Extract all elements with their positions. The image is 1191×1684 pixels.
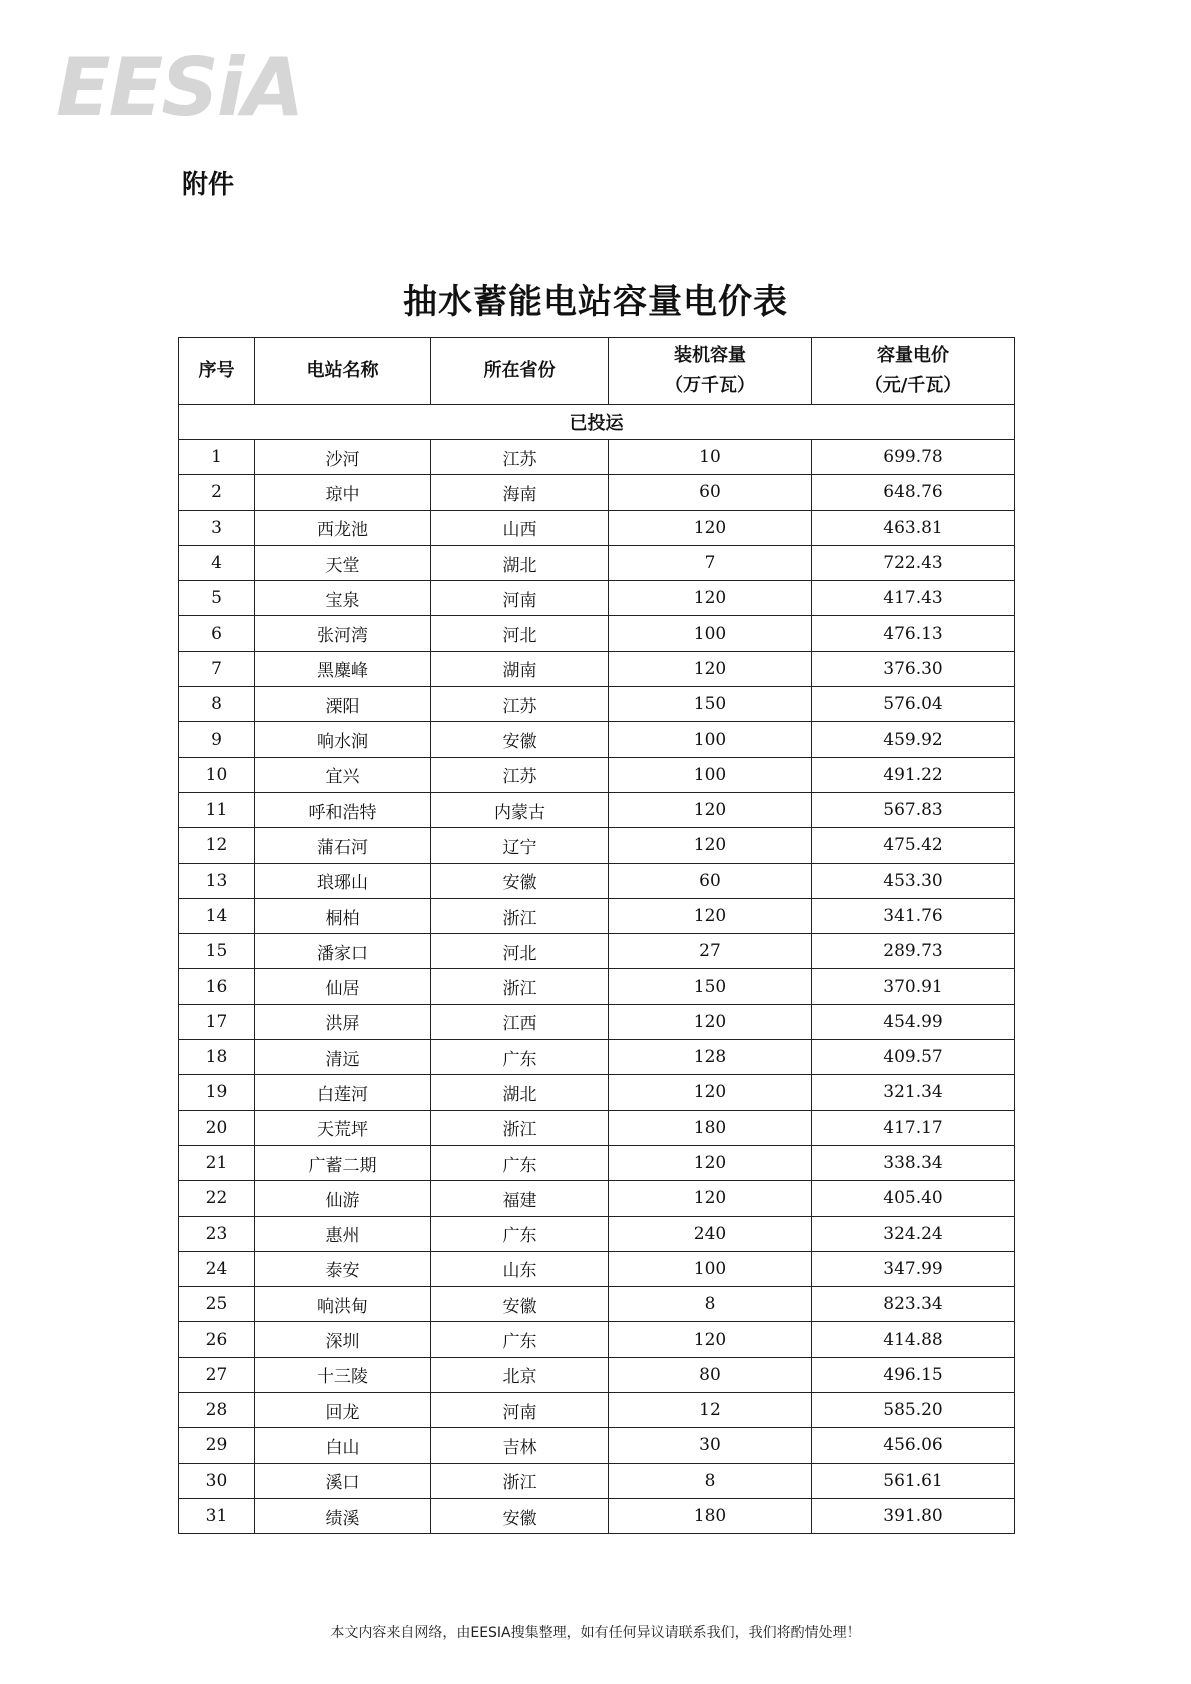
cell-price: 417.17 xyxy=(812,1110,1015,1145)
cell-price: 722.43 xyxy=(812,545,1015,580)
cell-station-name: 沙河 xyxy=(255,440,431,475)
cell-capacity: 120 xyxy=(609,1322,812,1357)
cell-seq: 7 xyxy=(179,651,255,686)
cell-station-name: 西龙池 xyxy=(255,510,431,545)
cell-seq: 30 xyxy=(179,1463,255,1498)
cell-station-name: 白莲河 xyxy=(255,1075,431,1110)
eesia-logo: EESiA xyxy=(56,41,303,134)
cell-price: 324.24 xyxy=(812,1216,1015,1251)
header-capacity-line2: （万千瓦） xyxy=(665,375,755,396)
cell-station-name: 溧阳 xyxy=(255,687,431,722)
table-row xyxy=(179,1110,1015,1145)
cell-seq: 15 xyxy=(179,934,255,969)
cell-capacity: 120 xyxy=(609,581,812,616)
cell-price: 453.30 xyxy=(812,863,1015,898)
cell-seq: 24 xyxy=(179,1251,255,1286)
table-row xyxy=(179,1322,1015,1357)
table-row xyxy=(179,1004,1015,1039)
cell-price: 561.61 xyxy=(812,1463,1015,1498)
cell-province: 北京 xyxy=(431,1357,609,1392)
cell-price: 491.22 xyxy=(812,757,1015,792)
cell-province: 山西 xyxy=(431,510,609,545)
cell-province: 广东 xyxy=(431,1322,609,1357)
cell-price: 648.76 xyxy=(812,475,1015,510)
cell-capacity: 120 xyxy=(609,1075,812,1110)
cell-station-name: 溪口 xyxy=(255,1463,431,1498)
cell-station-name: 宜兴 xyxy=(255,757,431,792)
table-row xyxy=(179,1181,1015,1216)
cell-seq: 4 xyxy=(179,545,255,580)
cell-capacity: 120 xyxy=(609,1145,812,1180)
cell-capacity: 180 xyxy=(609,1110,812,1145)
cell-station-name: 仙游 xyxy=(255,1181,431,1216)
cell-capacity: 30 xyxy=(609,1428,812,1463)
table-row xyxy=(179,687,1015,722)
cell-seq: 2 xyxy=(179,475,255,510)
cell-price: 823.34 xyxy=(812,1287,1015,1322)
header-price-line1: 容量电价 xyxy=(877,345,949,366)
cell-price: 496.15 xyxy=(812,1357,1015,1392)
cell-station-name: 天堂 xyxy=(255,545,431,580)
cell-province: 安徽 xyxy=(431,1287,609,1322)
cell-price: 370.91 xyxy=(812,969,1015,1004)
cell-seq: 11 xyxy=(179,792,255,827)
cell-station-name: 惠州 xyxy=(255,1216,431,1251)
cell-station-name: 仙居 xyxy=(255,969,431,1004)
cell-capacity: 120 xyxy=(609,1181,812,1216)
table-row xyxy=(179,1393,1015,1428)
cell-province: 吉林 xyxy=(431,1428,609,1463)
cell-station-name: 响洪甸 xyxy=(255,1287,431,1322)
cell-price: 476.13 xyxy=(812,616,1015,651)
cell-station-name: 黑麋峰 xyxy=(255,651,431,686)
cell-seq: 18 xyxy=(179,1040,255,1075)
cell-province: 广东 xyxy=(431,1216,609,1251)
cell-price: 289.73 xyxy=(812,934,1015,969)
cell-province: 河北 xyxy=(431,934,609,969)
cell-seq: 23 xyxy=(179,1216,255,1251)
section-label: 已投运 xyxy=(179,405,1015,440)
cell-capacity: 120 xyxy=(609,792,812,827)
cell-station-name: 桐柏 xyxy=(255,898,431,933)
table-row xyxy=(179,969,1015,1004)
footer-disclaimer: 本文内容来自网络，由EESIA搜集整理，如有任何异议请联系我们，我们将酌情处理！ xyxy=(330,1625,861,1641)
capacity-price-table xyxy=(178,337,1015,1534)
cell-capacity: 60 xyxy=(609,475,812,510)
cell-capacity: 120 xyxy=(609,1004,812,1039)
cell-price: 463.81 xyxy=(812,510,1015,545)
cell-province: 福建 xyxy=(431,1181,609,1216)
cell-price: 391.80 xyxy=(812,1498,1015,1533)
cell-capacity: 150 xyxy=(609,687,812,722)
attachment-label: 附件 xyxy=(182,170,235,200)
table-row xyxy=(179,1287,1015,1322)
cell-province: 浙江 xyxy=(431,898,609,933)
cell-province: 江苏 xyxy=(431,687,609,722)
cell-seq: 13 xyxy=(179,863,255,898)
cell-province: 江西 xyxy=(431,1004,609,1039)
table-row xyxy=(179,1040,1015,1075)
table-row xyxy=(179,475,1015,510)
table-row xyxy=(179,722,1015,757)
cell-price: 414.88 xyxy=(812,1322,1015,1357)
header-seq: 序号 xyxy=(179,338,255,405)
cell-price: 475.42 xyxy=(812,828,1015,863)
cell-capacity: 180 xyxy=(609,1498,812,1533)
cell-seq: 26 xyxy=(179,1322,255,1357)
table-row xyxy=(179,1145,1015,1180)
table-row xyxy=(179,1075,1015,1110)
cell-province: 辽宁 xyxy=(431,828,609,863)
cell-seq: 3 xyxy=(179,510,255,545)
cell-capacity: 100 xyxy=(609,757,812,792)
cell-station-name: 深圳 xyxy=(255,1322,431,1357)
cell-station-name: 蒲石河 xyxy=(255,828,431,863)
cell-province: 海南 xyxy=(431,475,609,510)
cell-price: 699.78 xyxy=(812,440,1015,475)
page-title: 抽水蓄能电站容量电价表 xyxy=(403,282,788,322)
cell-price: 417.43 xyxy=(812,581,1015,616)
header-installed-capacity xyxy=(609,338,812,405)
cell-seq: 25 xyxy=(179,1287,255,1322)
table-row xyxy=(179,616,1015,651)
cell-seq: 12 xyxy=(179,828,255,863)
cell-capacity: 8 xyxy=(609,1463,812,1498)
cell-province: 浙江 xyxy=(431,1463,609,1498)
cell-province: 河南 xyxy=(431,581,609,616)
cell-seq: 19 xyxy=(179,1075,255,1110)
table-row xyxy=(179,510,1015,545)
cell-seq: 1 xyxy=(179,440,255,475)
cell-seq: 27 xyxy=(179,1357,255,1392)
cell-seq: 10 xyxy=(179,757,255,792)
cell-seq: 20 xyxy=(179,1110,255,1145)
cell-price: 456.06 xyxy=(812,1428,1015,1463)
header-province: 所在省份 xyxy=(431,338,609,405)
cell-station-name: 广蓄二期 xyxy=(255,1145,431,1180)
cell-price: 321.34 xyxy=(812,1075,1015,1110)
cell-capacity: 100 xyxy=(609,616,812,651)
cell-price: 454.99 xyxy=(812,1004,1015,1039)
cell-seq: 17 xyxy=(179,1004,255,1039)
table-row xyxy=(179,934,1015,969)
cell-province: 江苏 xyxy=(431,440,609,475)
cell-price: 405.40 xyxy=(812,1181,1015,1216)
cell-capacity: 120 xyxy=(609,898,812,933)
cell-station-name: 洪屏 xyxy=(255,1004,431,1039)
cell-station-name: 宝泉 xyxy=(255,581,431,616)
cell-station-name: 十三陵 xyxy=(255,1357,431,1392)
cell-province: 安徽 xyxy=(431,1498,609,1533)
table-row xyxy=(179,440,1015,475)
cell-station-name: 琅琊山 xyxy=(255,863,431,898)
header-station-name: 电站名称 xyxy=(255,338,431,405)
table-row xyxy=(179,863,1015,898)
cell-province: 广东 xyxy=(431,1145,609,1180)
table-row xyxy=(179,792,1015,827)
table-row xyxy=(179,757,1015,792)
cell-station-name: 天荒坪 xyxy=(255,1110,431,1145)
cell-price: 585.20 xyxy=(812,1393,1015,1428)
cell-capacity: 120 xyxy=(609,651,812,686)
cell-province: 山东 xyxy=(431,1251,609,1286)
header-capacity-price xyxy=(812,338,1015,405)
cell-station-name: 张河湾 xyxy=(255,616,431,651)
table-row xyxy=(179,1463,1015,1498)
cell-station-name: 潘家口 xyxy=(255,934,431,969)
cell-station-name: 响水涧 xyxy=(255,722,431,757)
cell-capacity: 7 xyxy=(609,545,812,580)
cell-province: 河南 xyxy=(431,1393,609,1428)
cell-province: 河北 xyxy=(431,616,609,651)
cell-capacity: 80 xyxy=(609,1357,812,1392)
table-row xyxy=(179,1428,1015,1463)
cell-province: 广东 xyxy=(431,1040,609,1075)
cell-station-name: 琼中 xyxy=(255,475,431,510)
cell-capacity: 60 xyxy=(609,863,812,898)
table-row xyxy=(179,581,1015,616)
cell-province: 湖南 xyxy=(431,651,609,686)
table-row xyxy=(179,1216,1015,1251)
cell-seq: 29 xyxy=(179,1428,255,1463)
cell-capacity: 10 xyxy=(609,440,812,475)
cell-capacity: 100 xyxy=(609,722,812,757)
cell-province: 湖北 xyxy=(431,545,609,580)
cell-capacity: 150 xyxy=(609,969,812,1004)
cell-price: 376.30 xyxy=(812,651,1015,686)
table-row xyxy=(179,651,1015,686)
table-row xyxy=(179,1251,1015,1286)
cell-province: 内蒙古 xyxy=(431,792,609,827)
table-header-row xyxy=(179,338,1015,405)
cell-station-name: 清远 xyxy=(255,1040,431,1075)
cell-capacity: 12 xyxy=(609,1393,812,1428)
cell-station-name: 绩溪 xyxy=(255,1498,431,1533)
cell-seq: 21 xyxy=(179,1145,255,1180)
cell-seq: 28 xyxy=(179,1393,255,1428)
cell-capacity: 100 xyxy=(609,1251,812,1286)
cell-capacity: 240 xyxy=(609,1216,812,1251)
cell-province: 安徽 xyxy=(431,863,609,898)
cell-price: 409.57 xyxy=(812,1040,1015,1075)
cell-capacity: 120 xyxy=(609,828,812,863)
cell-price: 341.76 xyxy=(812,898,1015,933)
cell-station-name: 回龙 xyxy=(255,1393,431,1428)
cell-seq: 5 xyxy=(179,581,255,616)
table-row xyxy=(179,898,1015,933)
cell-price: 459.92 xyxy=(812,722,1015,757)
cell-capacity: 120 xyxy=(609,510,812,545)
cell-seq: 22 xyxy=(179,1181,255,1216)
cell-seq: 16 xyxy=(179,969,255,1004)
cell-capacity: 27 xyxy=(609,934,812,969)
table-row xyxy=(179,828,1015,863)
cell-province: 浙江 xyxy=(431,1110,609,1145)
cell-station-name: 白山 xyxy=(255,1428,431,1463)
table-row xyxy=(179,545,1015,580)
cell-seq: 31 xyxy=(179,1498,255,1533)
section-row xyxy=(179,405,1015,440)
cell-station-name: 泰安 xyxy=(255,1251,431,1286)
cell-price: 576.04 xyxy=(812,687,1015,722)
cell-price: 347.99 xyxy=(812,1251,1015,1286)
cell-seq: 6 xyxy=(179,616,255,651)
cell-station-name: 呼和浩特 xyxy=(255,792,431,827)
cell-seq: 9 xyxy=(179,722,255,757)
cell-province: 浙江 xyxy=(431,969,609,1004)
cell-price: 567.83 xyxy=(812,792,1015,827)
cell-province: 江苏 xyxy=(431,757,609,792)
cell-seq: 14 xyxy=(179,898,255,933)
cell-province: 湖北 xyxy=(431,1075,609,1110)
header-capacity-line1: 装机容量 xyxy=(674,345,746,366)
cell-seq: 8 xyxy=(179,687,255,722)
header-price-line2: （元/千瓦） xyxy=(864,375,962,396)
table-row xyxy=(179,1357,1015,1392)
cell-province: 安徽 xyxy=(431,722,609,757)
table-row xyxy=(179,1498,1015,1533)
cell-capacity: 128 xyxy=(609,1040,812,1075)
cell-price: 338.34 xyxy=(812,1145,1015,1180)
cell-capacity: 8 xyxy=(609,1287,812,1322)
